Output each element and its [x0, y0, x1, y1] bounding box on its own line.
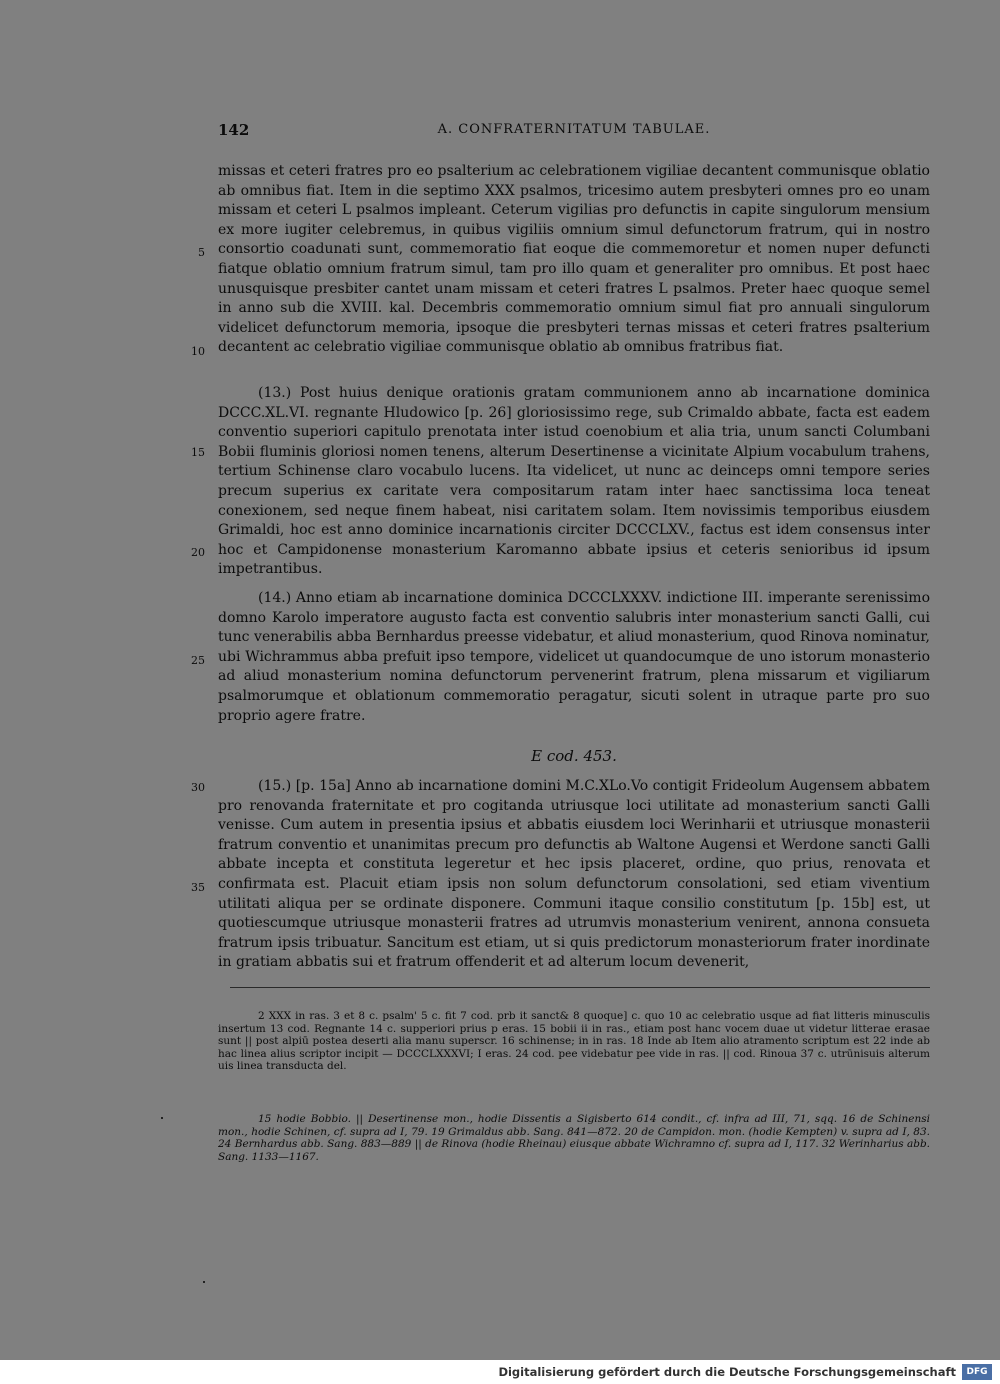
line-number: 5 — [198, 246, 205, 259]
historical-commentary — [218, 1113, 930, 1163]
funding-notice: Digitalisierung gefördert durch die Deutsche Forschungsgemeinschaft — [498, 1365, 956, 1379]
text-block-3 — [218, 589, 930, 726]
section-heading: E cod. 453. — [531, 747, 617, 765]
line-number: 30 — [191, 781, 205, 794]
paragraph-15: (15.) [p. 15a] Anno ab incarnatione domini M.C.XLo.Vo contigit Frideolum Augensem abbatem pro renovanda fraternitate et pro cogitanda utriusque loci utilitate ad monasterium sancti Galli venisse. Cum autem in presentia ipsius et abbatis eiusdem loci Werinharii et utriusque monasterii fratrum conventio et unanimitas precum pro defunctis ab Waltone Augensi et Werdone sancti Galli abbate incepta et constituta legeretur et hec ipsis placeret, ordine, quo prius, renovata et confirmata est. Placuit etiam ipsis non solum defunctorum consolationi, sed etiam viventium utilitati aliqua per se ordinate disponere. Communi itaque consilio constitutum [p. 15b] est, ut quotiescumque utriusque monasterii fratres ad utrumvis monasterium venirent, annona consueta fratrum ipsis tribuatur. Sancitum est etiam, ut si quis predictorum monasteriorum frater inordinate in gratiam abbatis sui et fratrum offenderit et ad alterum locum devenerit, — [218, 778, 930, 971]
line-number: 15 — [191, 446, 205, 459]
running-title: A. CONFRATERNITATUM TABULAE. — [437, 122, 711, 137]
text-block-2 — [218, 384, 930, 580]
footnote-divider — [230, 987, 930, 988]
dfg-logo: DFG — [962, 1364, 992, 1380]
line-number: 25 — [191, 654, 205, 667]
line-number: 35 — [191, 881, 205, 894]
page-number: 142 — [218, 121, 250, 139]
paragraph-13: (13.) Post huius denique orationis gratam communionem anno ab incarnatione dominica DCCC.XL.VI. regnante Hludowico [p. 26] gloriosissimo rege, sub Crimaldo abbate, facta est eadem conventio superiori capitulo prenotata inter istud coenobium et alia tria, unum sancti Columbani Bobii fluminis gloriosi nomen tenens, alterum Desertinense a vicinitate Alpium vocabulum trahens, tertium Schinense claro vocabulo lucens. Ita videlicet, ut nunc ac deinceps omni tempore series precum superius ex caritate vera compositarum ratam inter haec sanctissima loca teneat conexionem, sed neque finem habeat, nisi caritatem solam. Item novissimis temporibus eiusdem Grimaldi, hoc est anno dominice incarnationis circiter DCCCLXV., factus est idem consensus inter hoc et Campidonense monasterium Karomanno abbate ipsius et ceteris senioribus id ipsum impetrantibus. — [218, 385, 930, 578]
critical-apparatus — [218, 1010, 930, 1073]
paragraph-14: (14.) Anno etiam ab incarnatione dominica DCCCLXXXV. indictione III. imperante serenissimo domno Karolo imperatore augusto facta est conventio salubris inter monasterium sancti Galli, cui tunc venerabilis abba Bernhardus preesse videbatur, et aliud monasterium, quod Rinova nominatur, ubi Wichrammus abba prefuit ipso tempore, videlicet ut quandocumque de uno istorum monasterio ad aliud monasterium nomina defunctorum pervenerint fratrum, plena missarum et vigiliarum psalmorumque et oblationum commemoratio peragatur, sicuti solent in utraque parte pro suo proprio agere fratre. — [218, 590, 930, 724]
scan-speck — [161, 1117, 163, 1119]
line-number: 10 — [191, 345, 205, 358]
apparatus-notes: 2 XXX in ras. 3 et 8 c. psalm' 5 c. fit 7 cod. prb it sanct& 8 quoque] c. quo 10 ac celebratio usque ad fiat litteris minusculis insertum 13 cod. Regnante 14 c. supperiori prius p eras. 15 bobii ii in ras., etiam post hanc vocem duae ut videtur litterae erasae sunt || post alpiū postea deserti alia manu superscr. 16 schinense; in in ras. 18 Inde ab Item alio atramento scriptum est 22 inde ab hac linea alius scriptor incipit — DCCCLXXXVI; I eras. 24 cod. pee videbatur pee vide in ras. || cod. Rinoua 37 c. utrūnisuis alterum uis linea transducta del. — [218, 1010, 930, 1073]
footer-bar — [0, 1360, 1000, 1384]
page-header — [218, 121, 930, 141]
line-number: 20 — [191, 546, 205, 559]
scan-speck — [203, 1281, 205, 1283]
text-block-4 — [218, 777, 930, 973]
text-block-1 — [218, 162, 930, 358]
commentary-notes: 15 hodie Bobbio. || Desertinense mon., hodie Dissentis a Sigisberto 614 condit., cf. infra ad III, 71, sqq. 16 de Schinensi mon., hodie Schinen, cf. supra ad I, 79. 19 Grimaldus abb. Sang. 841—872. 20 de Campidon. mon. (hodie Kempten) v. supra ad I, 83. 24 Bernhardus abb. Sang. 883—889 || de Rinova (hodie Rheinau) eiusque abbate Wichramno cf. supra ad I, 117. 32 Werinharius abb. Sang. 1133—1167. — [218, 1113, 930, 1163]
paragraph-continuation: missas et ceteri fratres pro eo psalterium ac celebrationem vigiliae decantent communisque oblatio ab omnibus fiat. Item in die septimo XXX psalmos, tricesimo autem presbyteri omnes pro eo unam missam et ceteri L psalmos impleant. Ceterum vigilias pro defunctis in capite singulorum mensium ex more iugiter celebremus, in quibus vigiliis omnium simul defunctorum fratrum, qui in nostro consortio coadunati sunt, commemoratio fiat eoque die commemoretur et nomen nuper defuncti fiatque oblatio omnium fratrum simul, tam pro illo quam et generaliter pro omnibus. Et post haec unusquisque presbiter cantet unam missam et ceteri fratres L psalmos. Preter haec quoque semel in anno sub die XVIII. kal. Decembris commemoratio omnium simul fiat pro annuali singulorum videlicet defunctorum memoria, ipsoque die presbyteri ternas missas et ceteri fratres psalterium decantent ac celebratio vigiliae communisque oblatio ab omnibus fratribus fiat. — [218, 163, 930, 356]
